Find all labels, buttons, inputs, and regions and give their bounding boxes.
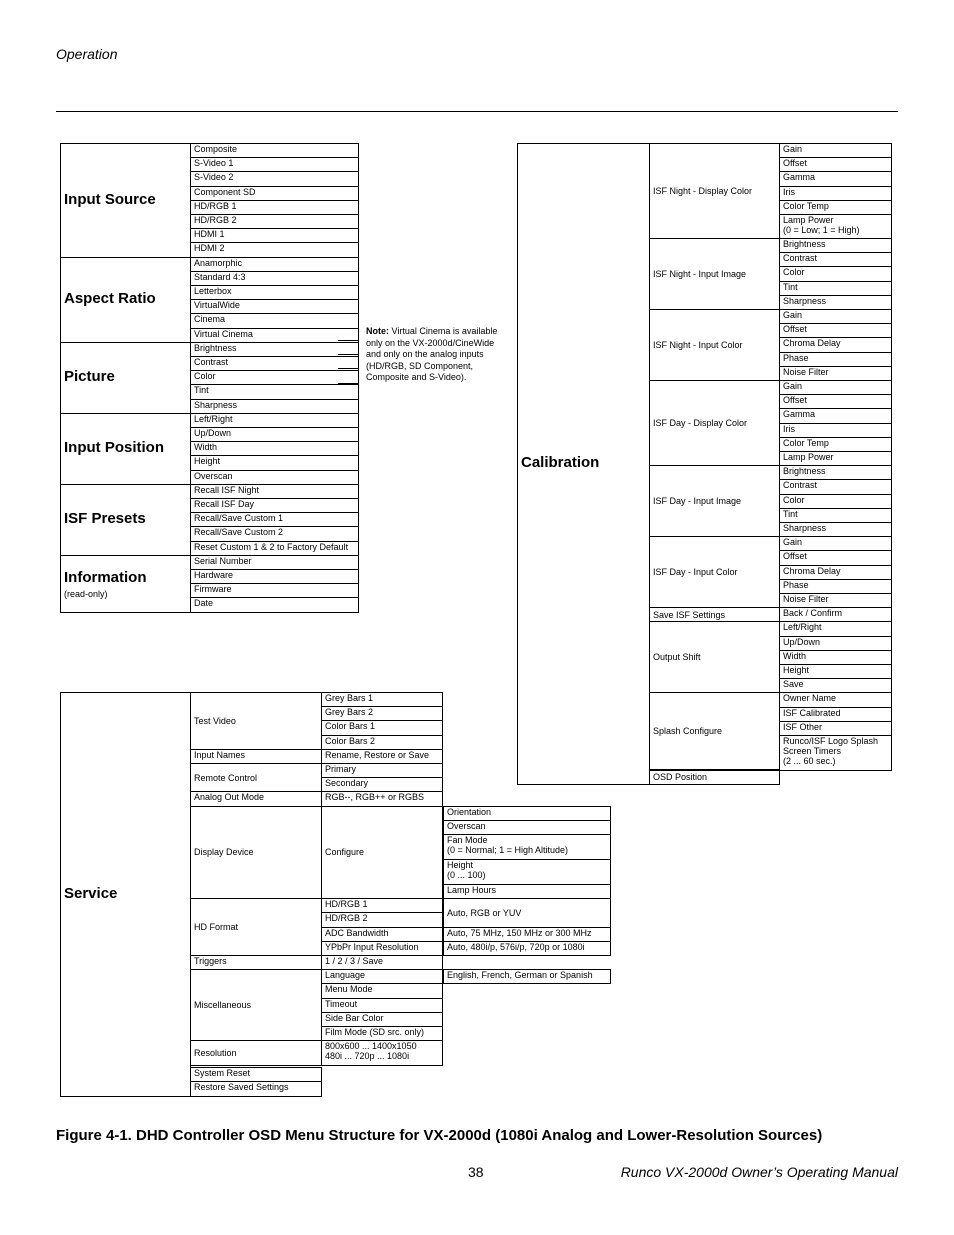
menu-subtitle-information: (read-only) [64,589,108,600]
menu-item: Hardware [190,569,359,584]
calibration-item: Iris [779,186,892,201]
service-resolution: Resolution [190,1040,322,1066]
calibration-item: Lamp Power [779,451,892,466]
calibration-item: Gain [779,143,892,158]
calibration-item: Back / Confirm [779,607,892,622]
note-pointer [338,383,358,384]
menu-item: Contrast [190,356,359,371]
note-text: Virtual Cinema is available only on the VX-2000d/CineWide and only on the analog inputs (HD/RGB, SD Component, Composite and S-Video). [366,326,498,382]
service-test-video: Test Video [190,692,322,750]
calibration-item: Width [779,650,892,665]
service-item: Language [321,969,443,984]
calibration-item: Gain [779,309,892,324]
calibration-item: Noise Filter [779,366,892,381]
note-label: Note: [366,326,389,336]
note-pointer [338,340,358,341]
calibration-item: Color [779,266,892,281]
menu-item: HDMI 1 [190,228,359,243]
service-triggers: Triggers [190,955,322,970]
figure-caption: Figure 4-1. DHD Controller OSD Menu Structure for VX-2000d (1080i Analog and Lower-Resolution Sources) [56,1127,823,1144]
calibration-item: Lamp Power (0 = Low; 1 = High) [779,214,892,239]
service-item: Grey Bars 1 [321,692,443,707]
service-item: Fan Mode (0 = Normal; 1 = High Altitude) [443,834,611,860]
menu-item: Brightness [190,342,359,357]
service-item: English, French, German or Spanish [443,969,611,984]
calibration-item: Contrast [779,479,892,494]
calibration-item: Gamma [779,171,892,186]
calibration-group: ISF Day - Display Color [649,380,780,466]
calibration-group: Output Shift [649,621,780,693]
section-header: Operation [56,46,118,62]
service-item: 800x600 ... 1400x1050 480i ... 720p ... 1080i [321,1040,443,1066]
menu-item: Tint [190,384,359,399]
calibration-group: OSD Position [649,770,780,785]
calibration-item: Color Temp [779,200,892,215]
service-title: Service [64,884,118,902]
service-item: Auto, 75 MHz, 150 MHz or 300 MHz [443,927,611,942]
service-item: RGB--, RGB++ or RGBS [321,791,443,806]
service-input-names: Input Names [190,749,322,764]
service-item: YPbPr Input Resolution [321,941,443,956]
calibration-item: Iris [779,423,892,438]
calibration-group: ISF Day - Input Image [649,465,780,537]
menu-item: Recall/Save Custom 2 [190,526,359,541]
calibration-item: Brightness [779,238,892,253]
service-item: Secondary [321,777,443,792]
service-item: HD/RGB 2 [321,912,443,927]
menu-title-input-position: Input Position [64,439,164,457]
calibration-item: Brightness [779,465,892,480]
calibration-item: Gain [779,380,892,395]
menu-item: Component SD [190,186,359,201]
menu-item: Letterbox [190,285,359,300]
service-item: Overscan [443,820,611,835]
menu-title-input-source: Input Source [64,190,156,208]
service-item: Primary [321,763,443,778]
virtual-cinema-note [366,326,498,384]
calibration-item: Height [779,664,892,679]
menu-item: VirtualWide [190,299,359,314]
menu-item: Up/Down [190,427,359,442]
service-item: Lamp Hours [443,884,611,899]
service-hd-format: HD Format [190,898,322,956]
menu-item: Cinema [190,313,359,328]
menu-item: Virtual Cinema [190,328,359,343]
service-system-reset: System Reset [190,1067,322,1082]
calibration-item: Tint [779,281,892,296]
menu-item: S-Video 1 [190,157,359,172]
menu-item: S-Video 2 [190,171,359,186]
service-item: ADC Bandwidth [321,927,443,942]
menu-item: Composite [190,143,359,158]
service-item: 1 / 2 / 3 / Save [321,955,443,970]
menu-title-aspect-ratio: Aspect Ratio [64,290,156,308]
menu-item: Reset Custom 1 & 2 to Factory Default [190,541,359,556]
service-item: Auto, RGB or YUV [443,898,611,927]
manual-title: Runco VX-2000d Owner’s Operating Manual [620,1164,898,1180]
page-number: 38 [468,1164,484,1180]
menu-item: HD/RGB 1 [190,200,359,215]
service-miscellaneous: Miscellaneous [190,969,322,1041]
calibration-item: Offset [779,323,892,338]
menu-item: Recall/Save Custom 1 [190,512,359,527]
calibration-item: Left/Right [779,621,892,636]
service-item: Orientation [443,806,611,821]
menu-item: Width [190,441,359,456]
menu-item: Left/Right [190,413,359,428]
service-item: Timeout [321,998,443,1013]
calibration-item: ISF Calibrated [779,707,892,722]
calibration-item: Up/Down [779,636,892,651]
menu-item: HDMI 2 [190,242,359,257]
calibration-item: Offset [779,550,892,565]
menu-item: Firmware [190,583,359,598]
service-item: Side Bar Color [321,1012,443,1027]
calibration-item: Color [779,494,892,509]
service-item: Auto, 480i/p, 576i/p, 720p or 1080i [443,941,611,956]
calibration-item: Save [779,678,892,693]
calibration-item: Offset [779,157,892,172]
calibration-item: Chroma Delay [779,337,892,352]
service-item: Menu Mode [321,983,443,998]
service-item: Grey Bars 2 [321,706,443,721]
service-item: HD/RGB 1 [321,898,443,913]
menu-title-information: Information [64,569,147,587]
calibration-item: Runco/ISF Logo Splash Screen Timers (2 ... 60 sec.) [779,735,892,771]
calibration-item: Sharpness [779,522,892,537]
service-item: Rename, Restore or Save [321,749,443,764]
menu-item: Color [190,370,359,385]
service-item: Color Bars 1 [321,720,443,735]
calibration-group: ISF Night - Display Color [649,143,780,239]
menu-item: Height [190,455,359,470]
calibration-item: ISF Other [779,721,892,736]
calibration-item: Owner Name [779,692,892,707]
calibration-item: Phase [779,579,892,594]
service-restore: Restore Saved Settings [190,1081,322,1096]
service-analog-out: Analog Out Mode [190,791,322,806]
menu-item: Anamorphic [190,257,359,272]
calibration-item: Contrast [779,252,892,267]
service-display-device: Display Device [190,806,322,900]
calibration-item: Phase [779,352,892,367]
menu-item: HD/RGB 2 [190,214,359,229]
calibration-item: Chroma Delay [779,565,892,580]
calibration-item: Noise Filter [779,593,892,608]
calibration-group: ISF Day - Input Color [649,536,780,608]
menu-item: Sharpness [190,399,359,414]
service-item: Film Mode (SD src. only) [321,1026,443,1041]
menu-title-picture: Picture [64,368,115,386]
note-pointer [338,368,358,369]
menu-item: Recall ISF Night [190,484,359,499]
calibration-item: Color Temp [779,437,892,452]
calibration-item: Gamma [779,408,892,423]
service-item: Height (0 ... 100) [443,859,611,885]
calibration-group: ISF Night - Input Image [649,238,780,310]
header-rule [56,111,898,112]
note-pointer [338,354,358,355]
calibration-item: Sharpness [779,295,892,310]
service-remote-control: Remote Control [190,763,322,792]
menu-item: Date [190,597,359,612]
service-item: Color Bars 2 [321,735,443,750]
menu-item: Recall ISF Day [190,498,359,513]
calibration-item: Offset [779,394,892,409]
menu-title-isf-presets: ISF Presets [64,510,146,528]
calibration-group: ISF Night - Input Color [649,309,780,381]
calibration-item: Gain [779,536,892,551]
calibration-title: Calibration [521,454,600,472]
calibration-group: Save ISF Settings [649,607,780,622]
menu-item: Serial Number [190,555,359,570]
service-configure: Configure [321,806,443,900]
calibration-group: Splash Configure [649,692,780,770]
calibration-item: Tint [779,508,892,523]
menu-item: Overscan [190,470,359,485]
menu-item: Standard 4:3 [190,271,359,286]
